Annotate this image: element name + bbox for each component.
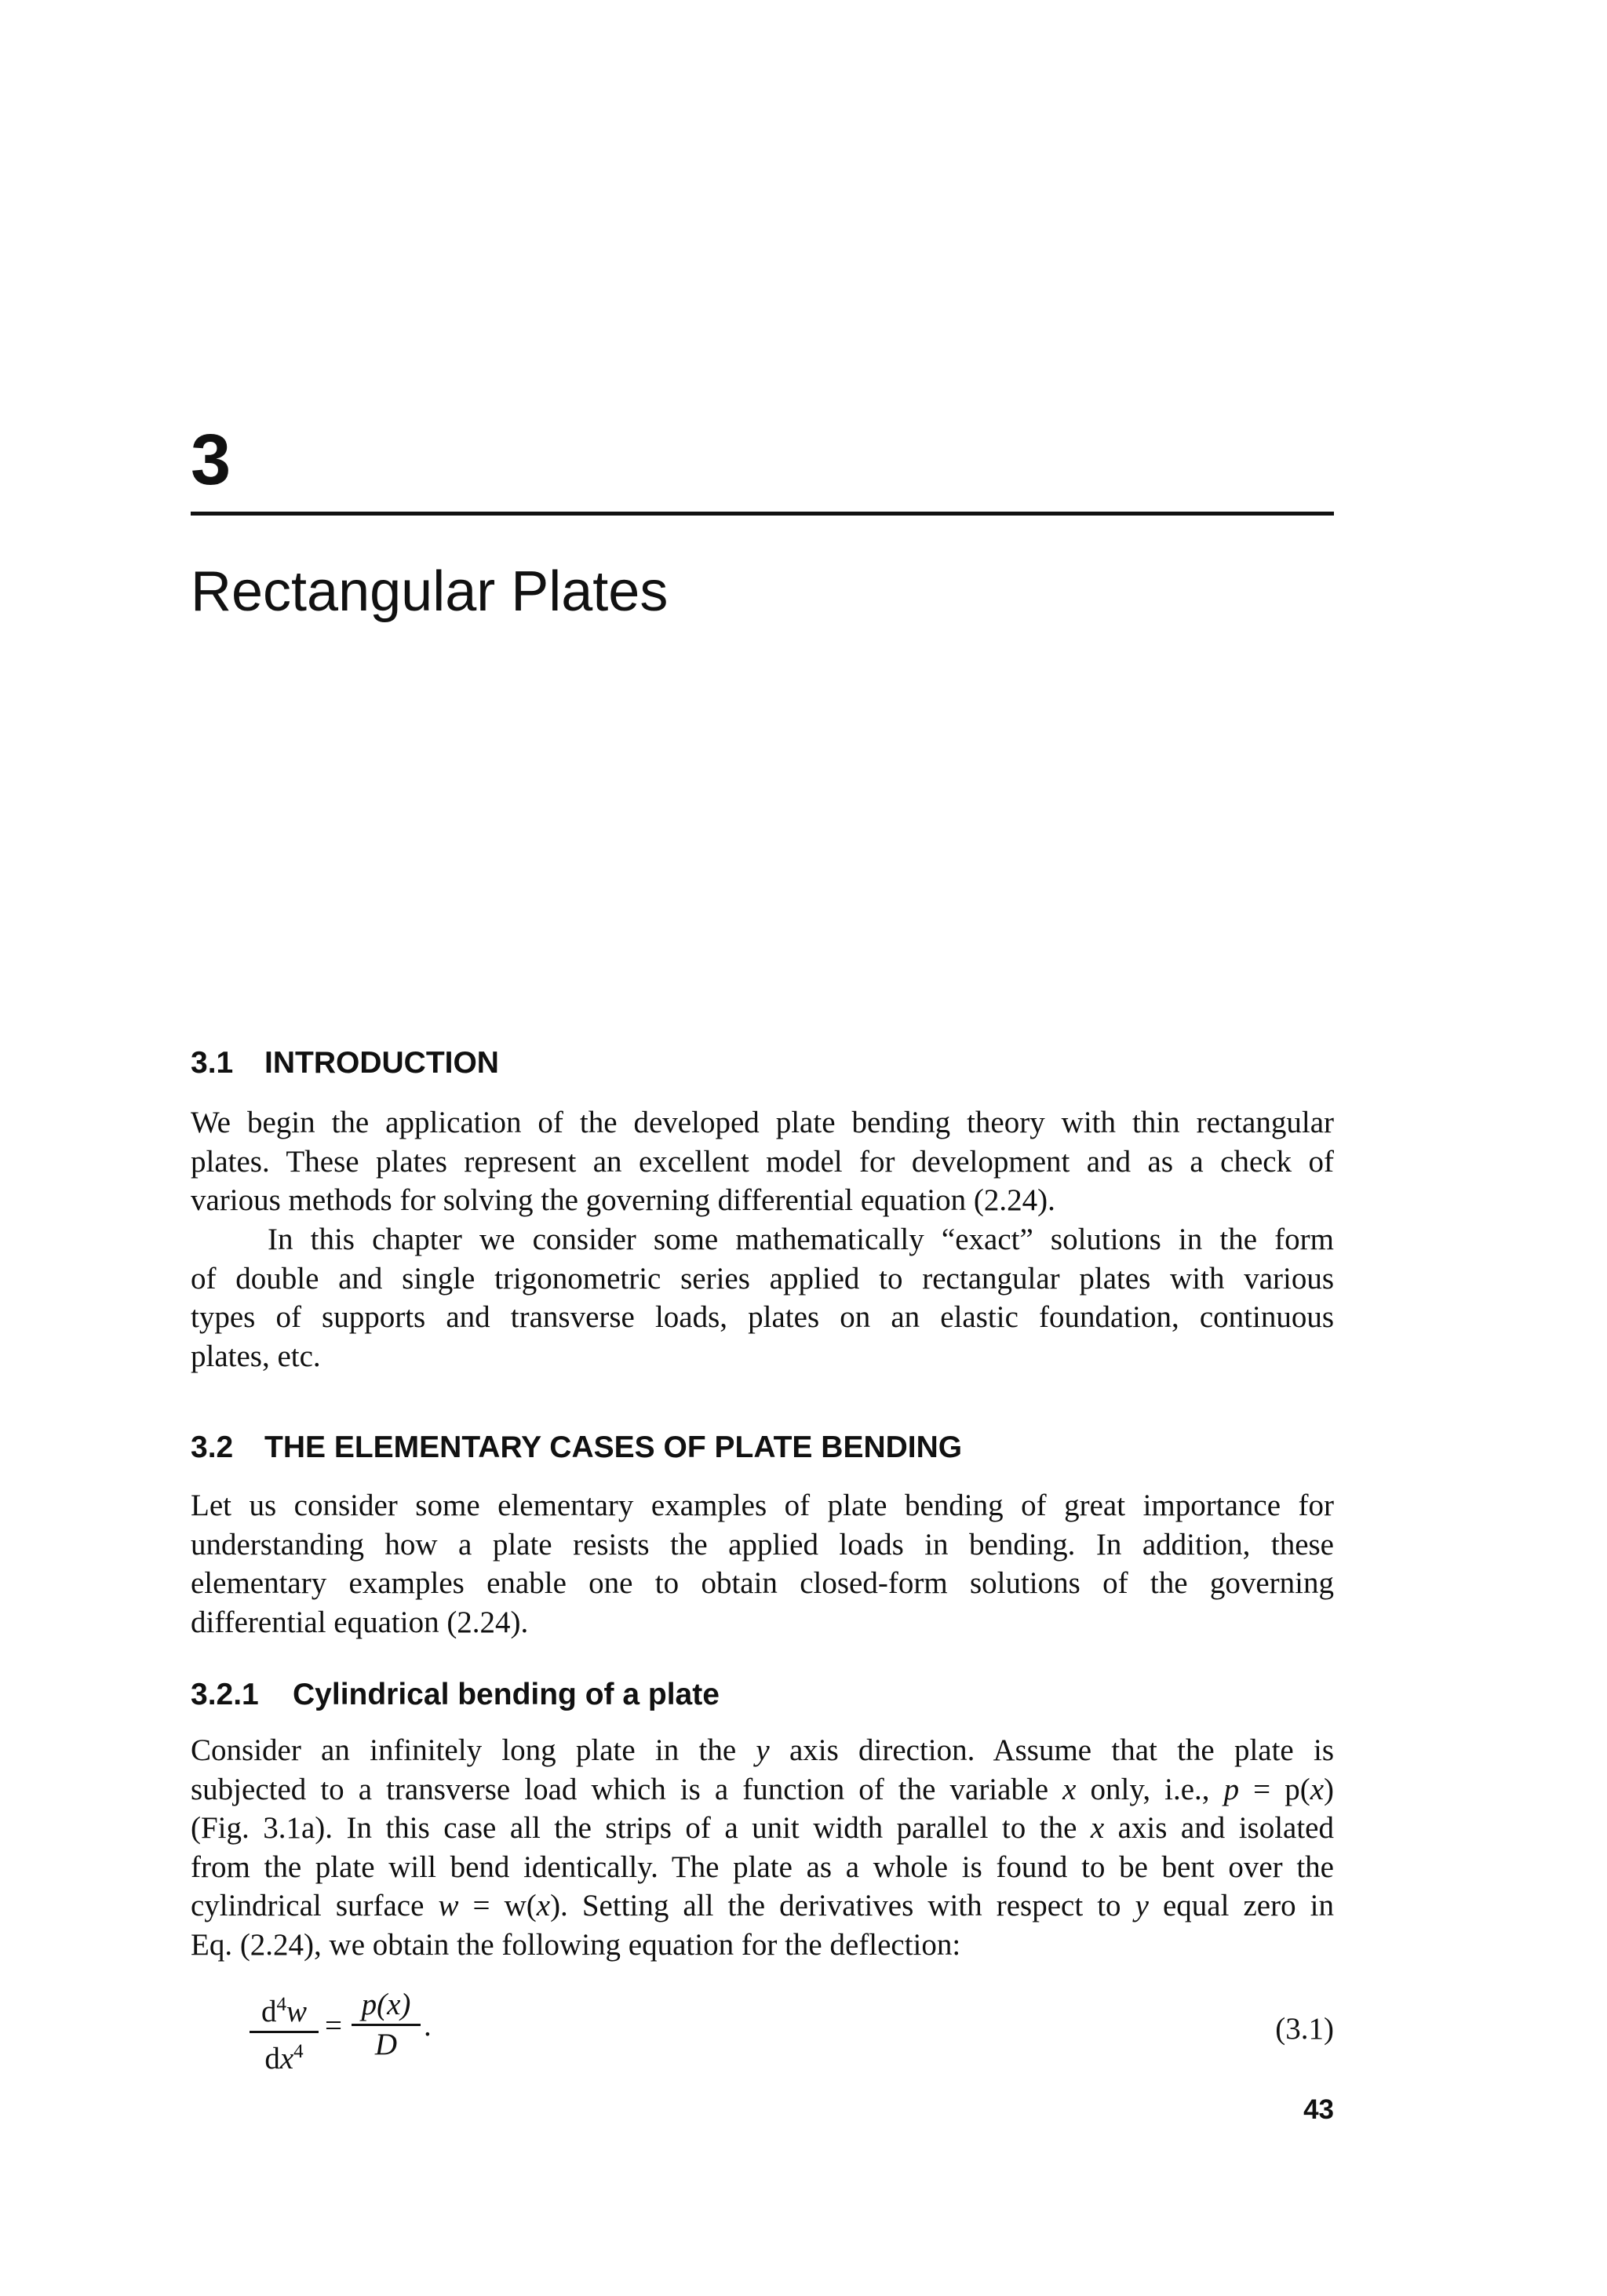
paragraph-elementary bbox=[191, 1486, 1334, 1642]
section-number: 3.1 bbox=[191, 1046, 234, 1080]
equation-number: (3.1) bbox=[1275, 2012, 1334, 2046]
text-line: understanding how a plate resists the applied loads in bending. In addition, these bbox=[191, 1527, 1334, 1562]
equals-sign: = bbox=[325, 2009, 342, 2043]
rhs-numerator: p(x) bbox=[361, 1988, 411, 2021]
text-line: We begin the application of the developed plate bending theory with thin rectangular bbox=[191, 1106, 1334, 1139]
section-number: 3.2 bbox=[191, 1430, 234, 1464]
chapter-rule bbox=[191, 512, 1334, 516]
text-line: subjected to a transverse load which is a function of the variable x only, i.e., p = p(x) bbox=[191, 1772, 1334, 1806]
text-line: types of supports and transverse loads, plates on an elastic foundation, continuous bbox=[191, 1300, 1334, 1334]
section-title: THE ELEMENTARY CASES OF PLATE BENDING bbox=[264, 1430, 963, 1464]
fraction-bar bbox=[352, 2024, 421, 2026]
fraction-bar bbox=[250, 2031, 319, 2033]
section-heading-introduction bbox=[191, 1048, 499, 1078]
lhs-numerator: $d^4w$ bbox=[261, 1994, 307, 2028]
text-line: plates, etc. bbox=[191, 1339, 321, 1373]
text-line: In this chapter we consider some mathematically “exact” solutions in the form bbox=[268, 1223, 1334, 1256]
lhs-denominator: $dx^4$ bbox=[264, 2041, 304, 2076]
text-line: differential equation (2.24). bbox=[191, 1605, 529, 1639]
equation-lhs-fraction bbox=[250, 1988, 319, 2076]
page-number: 43 bbox=[1303, 2094, 1334, 2125]
paragraph-intro-1 bbox=[191, 1103, 1334, 1220]
text-line: cylindrical surface w = w(x). Setting all the derivatives with respect to y equal zero in bbox=[191, 1889, 1334, 1922]
equation-period: . bbox=[424, 2009, 432, 2043]
subsection-heading-cylindrical-bending bbox=[191, 1679, 720, 1710]
text-line: from the plate will bend identically. The plate as a whole is found to be bent over the bbox=[191, 1850, 1334, 1884]
paragraph-cylindrical bbox=[191, 1731, 1334, 1964]
equation-rhs-fraction bbox=[352, 1988, 421, 2062]
chapter-number: 3 bbox=[191, 420, 231, 500]
rhs-denominator: D bbox=[374, 2028, 398, 2061]
equation-3-1 bbox=[250, 1988, 1334, 2076]
chapter-title: Rectangular Plates bbox=[191, 560, 669, 623]
text-line: Eq. (2.24), we obtain the following equation for the deflection: bbox=[191, 1927, 961, 1962]
section-heading-elementary-cases bbox=[191, 1432, 962, 1463]
text-line: various methods for solving the governing differential equation (2.24). bbox=[191, 1183, 1055, 1217]
text-line: of double and single trigonometric series applied to rectangular plates with various bbox=[191, 1261, 1334, 1296]
text-line: elementary examples enable one to obtain closed-form solutions of the governing bbox=[191, 1566, 1334, 1600]
text-line: plates. These plates represent an excellent model for development and as a check of bbox=[191, 1144, 1334, 1179]
text-line: Consider an infinitely long plate in the y axis direction. Assume that the plate is bbox=[191, 1733, 1334, 1767]
subsection-number: 3.2.1 bbox=[191, 1678, 259, 1711]
section-title: INTRODUCTION bbox=[264, 1046, 499, 1080]
text-line: (Fig. 3.1a). In this case all the strips of a unit width parallel to the x axis and isolated bbox=[191, 1811, 1334, 1845]
subsection-title: Cylindrical bending of a plate bbox=[293, 1678, 720, 1711]
paragraph-intro-2 bbox=[191, 1220, 1334, 1376]
text-line: Let us consider some elementary examples of plate bending of great importance for bbox=[191, 1489, 1334, 1522]
